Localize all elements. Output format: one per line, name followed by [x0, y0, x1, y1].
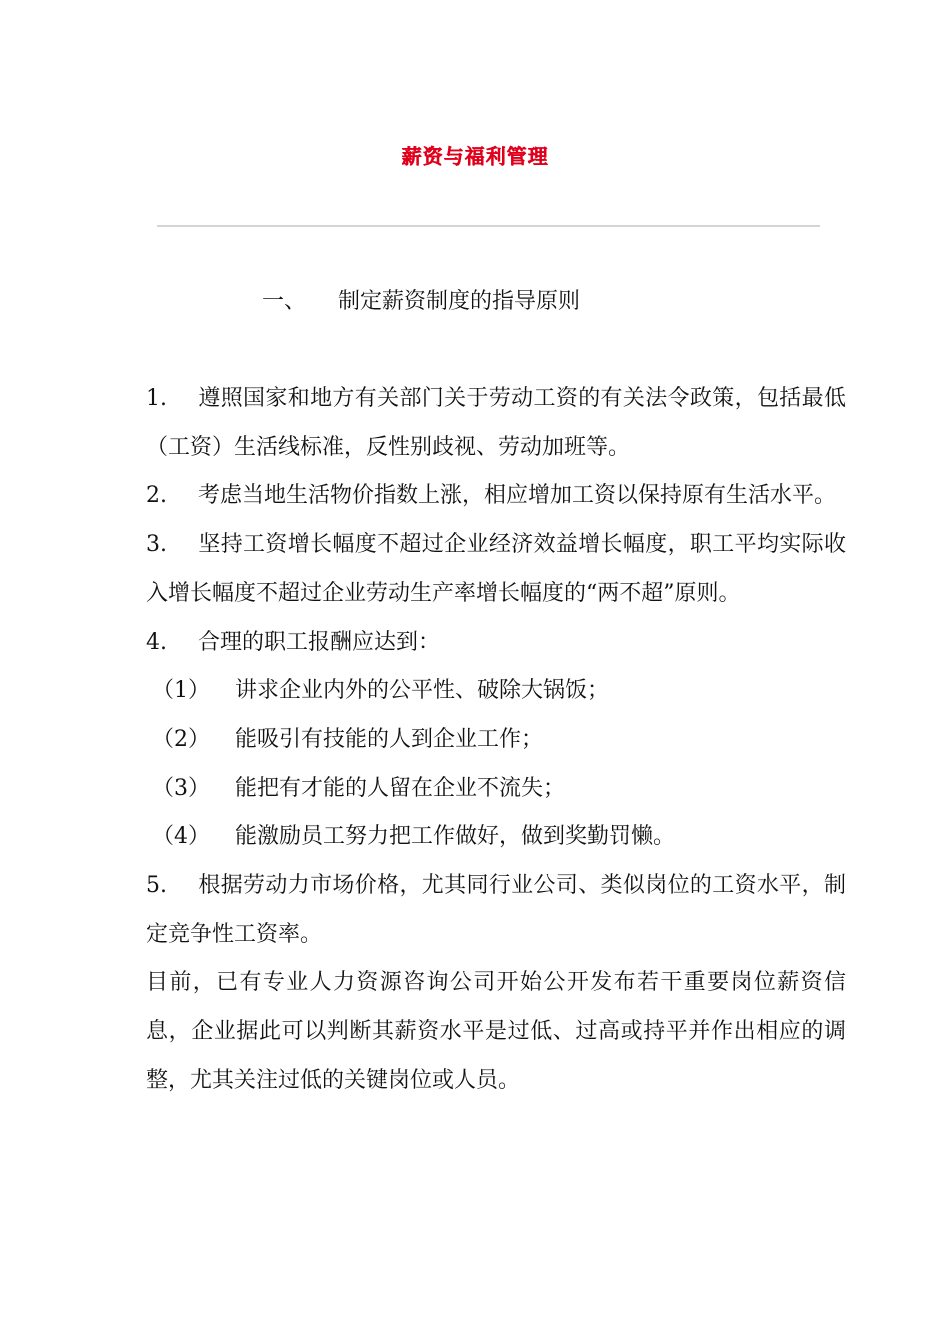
- section-number: 一、: [262, 289, 307, 314]
- list-item-text: 遵照国家和地方有关部门关于劳动工资的有关法令政策，包括最低（工资）生活线标准，反性别歧视、劳动加班等。: [146, 386, 846, 460]
- sub-list-item-text: 能把有才能的人留在企业不流失；: [235, 775, 566, 801]
- sub-list-item-number: （4）: [152, 824, 210, 850]
- sub-list-item: [146, 667, 846, 716]
- list-item-text: 考虑当地生活物价指数上涨，相应增加工资以保持原有生活水平。: [198, 483, 837, 509]
- list-item: [146, 472, 846, 521]
- sub-list-item-number: （3）: [152, 775, 210, 801]
- list-item-text: 根据劳动力市场价格，尤其同行业公司、类似岗位的工资水平，制定竞争性工资率。: [146, 873, 846, 947]
- document-body: [146, 375, 846, 1106]
- sub-list-item: [146, 716, 846, 765]
- sub-list-item-text: 讲求企业内外的公平性、破除大锅饭；: [235, 678, 610, 704]
- list-item-number: 5.: [146, 873, 167, 899]
- section-heading-text: 制定薪资制度的指导原则: [338, 289, 581, 314]
- list-item: [146, 521, 846, 618]
- closing-paragraph: 目前，已有专业人力资源咨询公司开始公开发布若干重要岗位薪资信息，企业据此可以判断其薪资水平是过低、过高或持平并作出相应的调整，尤其关注过低的关键岗位或人员。: [146, 970, 846, 1093]
- list-item-text: 合理的职工报酬应达到：: [198, 629, 441, 655]
- sub-list-item-number: （2）: [152, 726, 210, 752]
- document-title: 薪资与福利管理: [401, 144, 549, 168]
- section-heading: [262, 284, 580, 315]
- sub-list-item-text: 能激励员工努力把工作做好，做到奖勤罚懒。: [235, 824, 676, 850]
- list-item-number: 3.: [146, 532, 167, 558]
- list-item-number: 2.: [146, 483, 167, 509]
- list-item: [146, 619, 846, 668]
- list-item: [146, 375, 846, 472]
- sub-list-item-text: 能吸引有技能的人到企业工作；: [235, 726, 544, 752]
- list-item-number: 1.: [146, 386, 167, 411]
- list-item-text: 坚持工资增长幅度不超过企业经济效益增长幅度，职工平均实际收入增长幅度不超过企业劳动生产率增长幅度的“两不超”原则。: [146, 532, 846, 606]
- title-divider: [157, 225, 820, 227]
- sub-list-item: [146, 765, 846, 814]
- list-item: [146, 862, 846, 959]
- sub-list-item: [146, 813, 846, 862]
- sub-list-item-number: （1）: [152, 678, 210, 704]
- list-item-number: 4.: [146, 629, 167, 655]
